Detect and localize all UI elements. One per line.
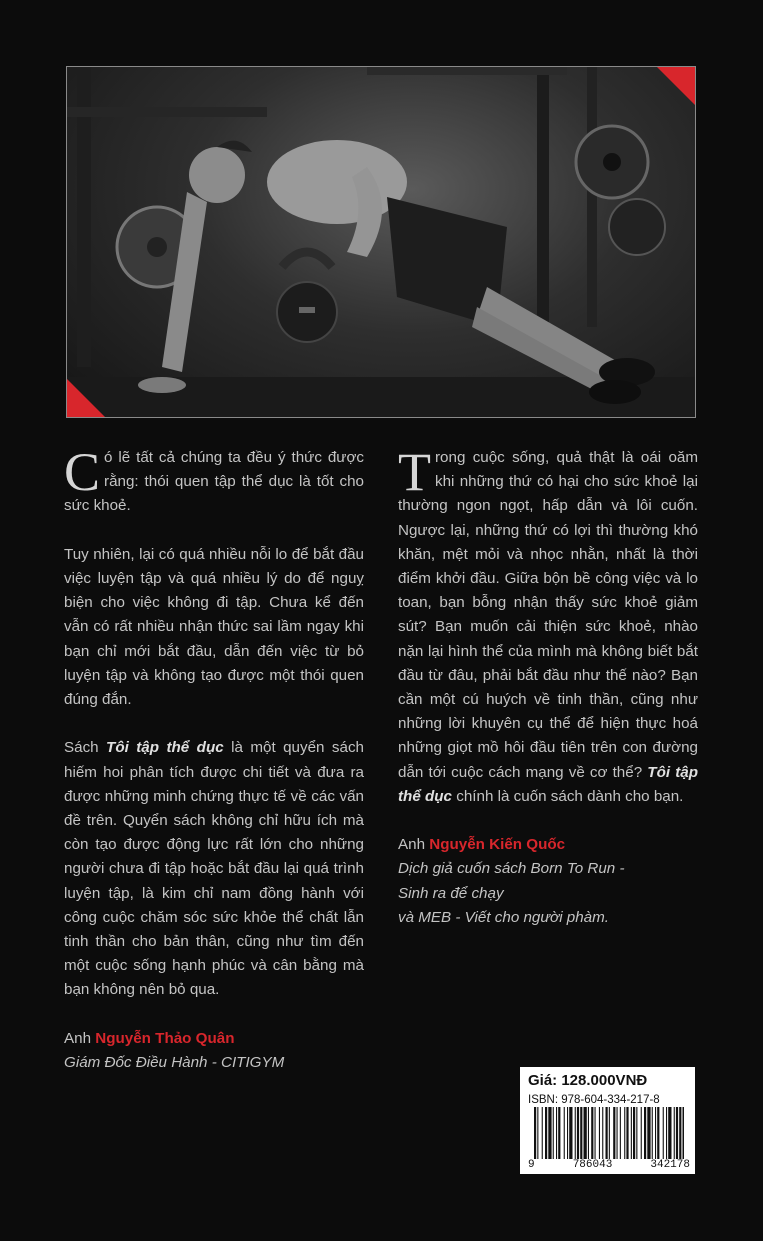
barcode-bar	[644, 1107, 646, 1159]
barcode-bar	[606, 1107, 608, 1159]
barcode-group-2: 342178	[650, 1159, 690, 1171]
barcode-bar	[636, 1107, 637, 1159]
right-sig-prefix: Anh	[398, 836, 430, 854]
right-sig-role-1: Dịch giả cuốn sách Born To Run -	[398, 860, 625, 878]
barcode-bar	[553, 1107, 554, 1159]
barcode-bar	[584, 1107, 587, 1159]
isbn-label: ISBN: 978-604-334-217-8	[528, 1094, 660, 1106]
right-signature	[398, 833, 698, 930]
barcode-bar	[657, 1107, 659, 1159]
barcode-bar	[676, 1107, 678, 1159]
left-paragraph-3	[64, 736, 364, 1002]
left-sig-prefix: Anh	[64, 1029, 96, 1047]
price-label: Giá: 128.000VNĐ	[528, 1072, 648, 1089]
barcode-bar	[534, 1107, 536, 1159]
left-paragraph-3-body: là một quyển sách hiếm hoi phân tích được chi tiết và đưa ra được những minh chứng thực tế về các vấn đề trên. Quyển sách không chỉ hữu ích mà còn tạo được động lực rất lớn cho những người chưa đi tập hoặc bắt đầu lại quá trình luyện tập, là kim chỉ nam đồng hành với công cuộc chăm sóc sức khỏe thể chất lẫn tinh thần cho bản thân, cũng như tìm đến một cuộc sống hạnh phúc và cân bằng mà bạn không nên bỏ qua.	[64, 739, 364, 999]
barcode-lead-digit: 9	[528, 1159, 535, 1171]
right-sig-role-3: và MEB - Viết cho người phàm.	[398, 908, 609, 926]
left-paragraph-2: Tuy nhiên, lại có quá nhiều nỗi lo để bắt đầu việc luyện tập và quá nhiều lý do để nguỵ biện cho việc không đi tập. Chưa kể đến vẫn có rất nhiều nhận thức sai lầm ngay khi bạn chỉ mới bắt đầu, dẫn đến việc từ bỏ luyện tập và không tạo được một thói quen đúng đắn.	[64, 545, 364, 709]
barcode-bar	[545, 1107, 547, 1159]
barcode-bar	[591, 1107, 593, 1159]
barcode-bar	[633, 1107, 635, 1159]
barcode-bar	[631, 1107, 632, 1159]
right-dropcap: T	[398, 442, 431, 502]
barcode-bar	[617, 1107, 618, 1159]
barcode-group-1: 786043	[572, 1159, 613, 1171]
barcode-bar	[588, 1107, 589, 1159]
barcode-bar	[567, 1107, 568, 1159]
barcode-bar	[602, 1107, 603, 1159]
left-sig-role: Giám Đốc Điều Hành - CITIGYM	[64, 1054, 285, 1072]
left-sig-name: Nguyễn Thảo Quân	[95, 1029, 235, 1047]
barcode-bar	[548, 1107, 551, 1159]
right-paragraph-1-end: chính là cuốn sách dành cho bạn.	[452, 787, 684, 805]
price-box	[520, 1067, 695, 1174]
barcode-bar	[668, 1107, 671, 1159]
barcode-bar	[542, 1107, 543, 1159]
barcode-bar	[624, 1107, 625, 1159]
barcode-icon	[534, 1107, 684, 1159]
barcode-bar	[558, 1107, 560, 1159]
cover-photo	[66, 66, 696, 418]
barcode-bar	[564, 1107, 565, 1159]
barcode-bar	[556, 1107, 557, 1159]
right-paragraph-1-text: rong cuộc sống, quả thật là oái oăm khi những thứ có hại cho sức khoẻ lại thường ngon ngọt, hấp dẫn và lôi cuốn. Ngược lại, những thứ có lợi thì thường khó khăn, mệt mỏi và nhọc nhằn, nhất là thời điểm khởi đầu. Giữa bộn bề công việc và lo toan, bạn bỗng nhận thấy sức khoẻ giảm sút? Bạn muốn cải thiện sức khoẻ, nhào nặn lại hình thể của mình mà không biết bắt đầu từ đâu, phải bắt đầu như thế nào? Bạn cần một cú huých về tinh thần, cũng như những lời khuyên cụ thể để hiện thực hoá những giọt mồ hôi đầu tiên trên con đường dẫn tới cuộc cách mạng về cơ thể?	[398, 449, 698, 781]
barcode-digits	[528, 1159, 690, 1171]
book-title: Tôi tập thể dục	[106, 739, 224, 757]
barcode-bar	[577, 1107, 579, 1159]
barcode-bar	[674, 1107, 675, 1159]
barcode-bar	[569, 1107, 572, 1159]
left-paragraph-3-lead: Sách	[64, 739, 107, 757]
gym-workout-illustration	[67, 67, 696, 418]
right-column	[398, 442, 698, 930]
left-dropcap: C	[64, 442, 101, 502]
left-paragraph-1-text: ó lẽ tất cả chúng ta đều ý thức được rằng: thói quen tập thể dục là tốt cho sức khoẻ.	[64, 449, 364, 515]
book-title-right: Tôi tập thể dục	[398, 763, 698, 805]
barcode-bar	[626, 1107, 628, 1159]
barcode-bar	[647, 1107, 650, 1159]
barcode-bar	[655, 1107, 656, 1159]
barcode-bar	[679, 1107, 681, 1159]
barcode-bar	[641, 1107, 642, 1159]
barcode-bar	[580, 1107, 582, 1159]
right-sig-name: Nguyễn Kiến Quốc	[429, 836, 566, 854]
barcode-bar	[683, 1107, 685, 1159]
barcode-bar	[575, 1107, 576, 1159]
barcode-bar	[537, 1107, 538, 1159]
barcode-bar	[599, 1107, 600, 1159]
left-signature	[64, 1027, 364, 1075]
barcode-bar	[652, 1107, 653, 1159]
barcode-bar	[609, 1107, 610, 1159]
right-paragraph-1	[398, 442, 698, 809]
barcode-bar	[666, 1107, 667, 1159]
barcode-bar	[595, 1107, 596, 1159]
left-column	[64, 442, 364, 1075]
right-sig-role-2: Sinh ra để chạy	[398, 884, 504, 902]
barcode-bar	[663, 1107, 664, 1159]
barcode-bar	[613, 1107, 615, 1159]
left-paragraph-1	[64, 442, 364, 519]
barcode-bar	[620, 1107, 621, 1159]
